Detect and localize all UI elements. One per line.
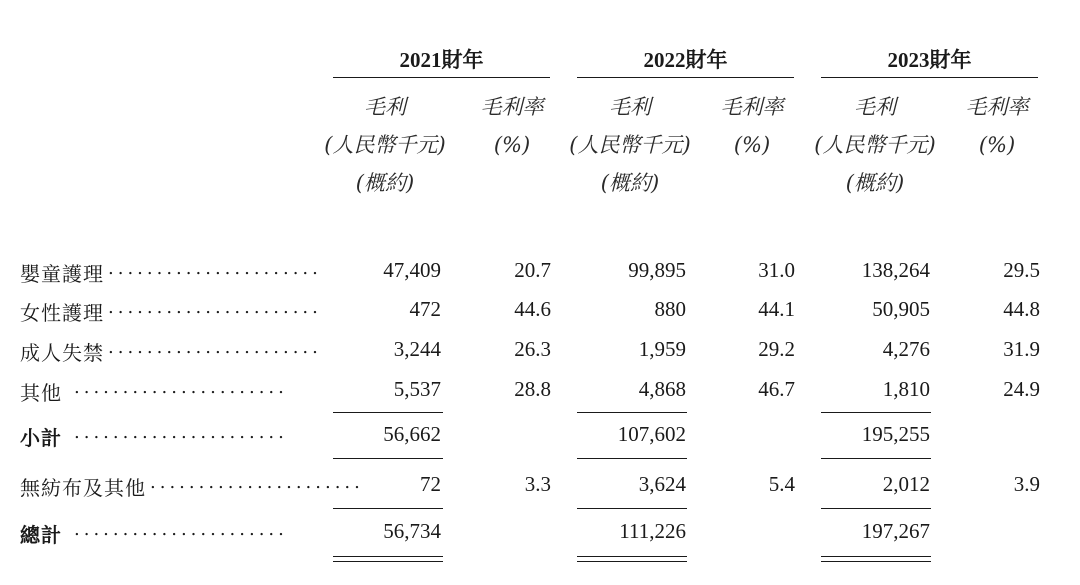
gross-margin-header-line: 毛利率 [965, 95, 1029, 119]
gross-profit-cell: 3,624 [638, 472, 686, 496]
gross-profit-cell: 5,537 [393, 377, 441, 401]
gross-profit-cell: 4,276 [882, 337, 930, 361]
year-header-2022: 2022財年 [643, 48, 728, 72]
gross-profit-cell: 195,255 [861, 422, 930, 446]
gross-profit-header-line: (人民幣千元) [814, 133, 936, 157]
dot-leader: ...................... [108, 297, 322, 318]
dot-leader: ...................... [108, 258, 322, 279]
sum-rule [333, 508, 443, 509]
total-double-rule [821, 561, 931, 562]
gross-profit-header-line: 毛利 [854, 95, 896, 119]
gross-margin-header-line: 毛利率 [720, 95, 784, 119]
gross-profit-cell: 50,905 [872, 297, 930, 321]
gross-margin-cell: 24.9 [1003, 377, 1040, 401]
gross-profit-cell: 472 [409, 297, 441, 321]
gross-margin-cell: 44.1 [758, 297, 795, 321]
gross-profit-cell: 1,959 [638, 337, 686, 361]
row-label: 女性護理 [20, 301, 104, 325]
total-double-rule [577, 556, 687, 557]
gross-margin-cell: 31.0 [758, 258, 795, 282]
gross-profit-cell: 138,264 [861, 258, 930, 282]
sum-rule [577, 412, 687, 413]
gross-profit-header-line: (人民幣千元) [324, 133, 446, 157]
sum-rule [821, 508, 931, 509]
gross-margin-header-line: 毛利率 [480, 95, 544, 119]
gross-margin-cell: 46.7 [758, 377, 795, 401]
year-header-2023: 2023財年 [887, 48, 972, 72]
gross-margin-header-line: (%) [733, 133, 771, 157]
gross-margin-cell: 3.3 [524, 472, 551, 496]
gross-profit-cell: 4,868 [638, 377, 686, 401]
sum-rule [333, 412, 443, 413]
gross-margin-cell: 31.9 [1003, 337, 1040, 361]
row-label: 總計 [20, 523, 62, 547]
gross-margin-cell: 20.7 [514, 258, 551, 282]
total-double-rule [577, 561, 687, 562]
sum-rule [333, 458, 443, 459]
total-double-rule [821, 556, 931, 557]
year-underline-2022 [577, 77, 794, 78]
dot-leader: ...................... [74, 377, 288, 398]
gross-margin-header-line: (%) [978, 133, 1016, 157]
year-underline-2021 [333, 77, 550, 78]
year-underline-2023 [821, 77, 1038, 78]
gross-margin-cell: 44.6 [514, 297, 551, 321]
gross-profit-cell: 880 [654, 297, 686, 321]
gross-margin-cell: 44.8 [1003, 297, 1040, 321]
gross-margin-cell: 29.5 [1003, 258, 1040, 282]
gross-margin-cell: 26.3 [514, 337, 551, 361]
gross-profit-header-line: (概約) [355, 171, 415, 195]
sum-rule [821, 412, 931, 413]
gross-profit-cell: 72 [420, 472, 441, 496]
row-label: 無紡布及其他 [20, 476, 146, 500]
gross-profit-cell: 47,409 [383, 258, 441, 282]
gross-profit-cell: 56,734 [383, 519, 441, 543]
total-double-rule [333, 561, 443, 562]
gross-profit-header-line: 毛利 [364, 95, 406, 119]
dot-leader: ...................... [74, 422, 288, 443]
gross-profit-header-line: (概約) [600, 171, 660, 195]
gross-profit-cell: 3,244 [393, 337, 441, 361]
year-header-2021: 2021財年 [399, 48, 484, 72]
row-label: 成人失禁 [20, 341, 104, 365]
row-label: 其他 [20, 381, 62, 405]
gross-profit-header-line: 毛利 [609, 95, 651, 119]
gross-margin-cell: 5.4 [768, 472, 795, 496]
gross-profit-cell: 107,602 [617, 422, 686, 446]
gross-profit-cell: 197,267 [861, 519, 930, 543]
gross-profit-cell: 111,226 [619, 519, 686, 543]
gross-margin-cell: 3.9 [1013, 472, 1040, 496]
gross-profit-header-line: (人民幣千元) [569, 133, 691, 157]
gross-profit-cell: 56,662 [383, 422, 441, 446]
gross-profit-cell: 99,895 [628, 258, 686, 282]
gross-margin-cell: 29.2 [758, 337, 795, 361]
dot-leader: ...................... [74, 519, 288, 540]
row-label: 嬰童護理 [20, 262, 104, 286]
total-double-rule [333, 556, 443, 557]
gross-margin-cell: 28.8 [514, 377, 551, 401]
row-label: 小計 [20, 426, 62, 450]
sum-rule [821, 458, 931, 459]
dot-leader: ...................... [150, 472, 364, 493]
sum-rule [577, 508, 687, 509]
gross-profit-cell: 1,810 [882, 377, 930, 401]
gross-profit-header-line: (概約) [845, 171, 905, 195]
dot-leader: ...................... [108, 337, 322, 358]
gross-profit-cell: 2,012 [882, 472, 930, 496]
gross-margin-header-line: (%) [493, 133, 531, 157]
sum-rule [577, 458, 687, 459]
